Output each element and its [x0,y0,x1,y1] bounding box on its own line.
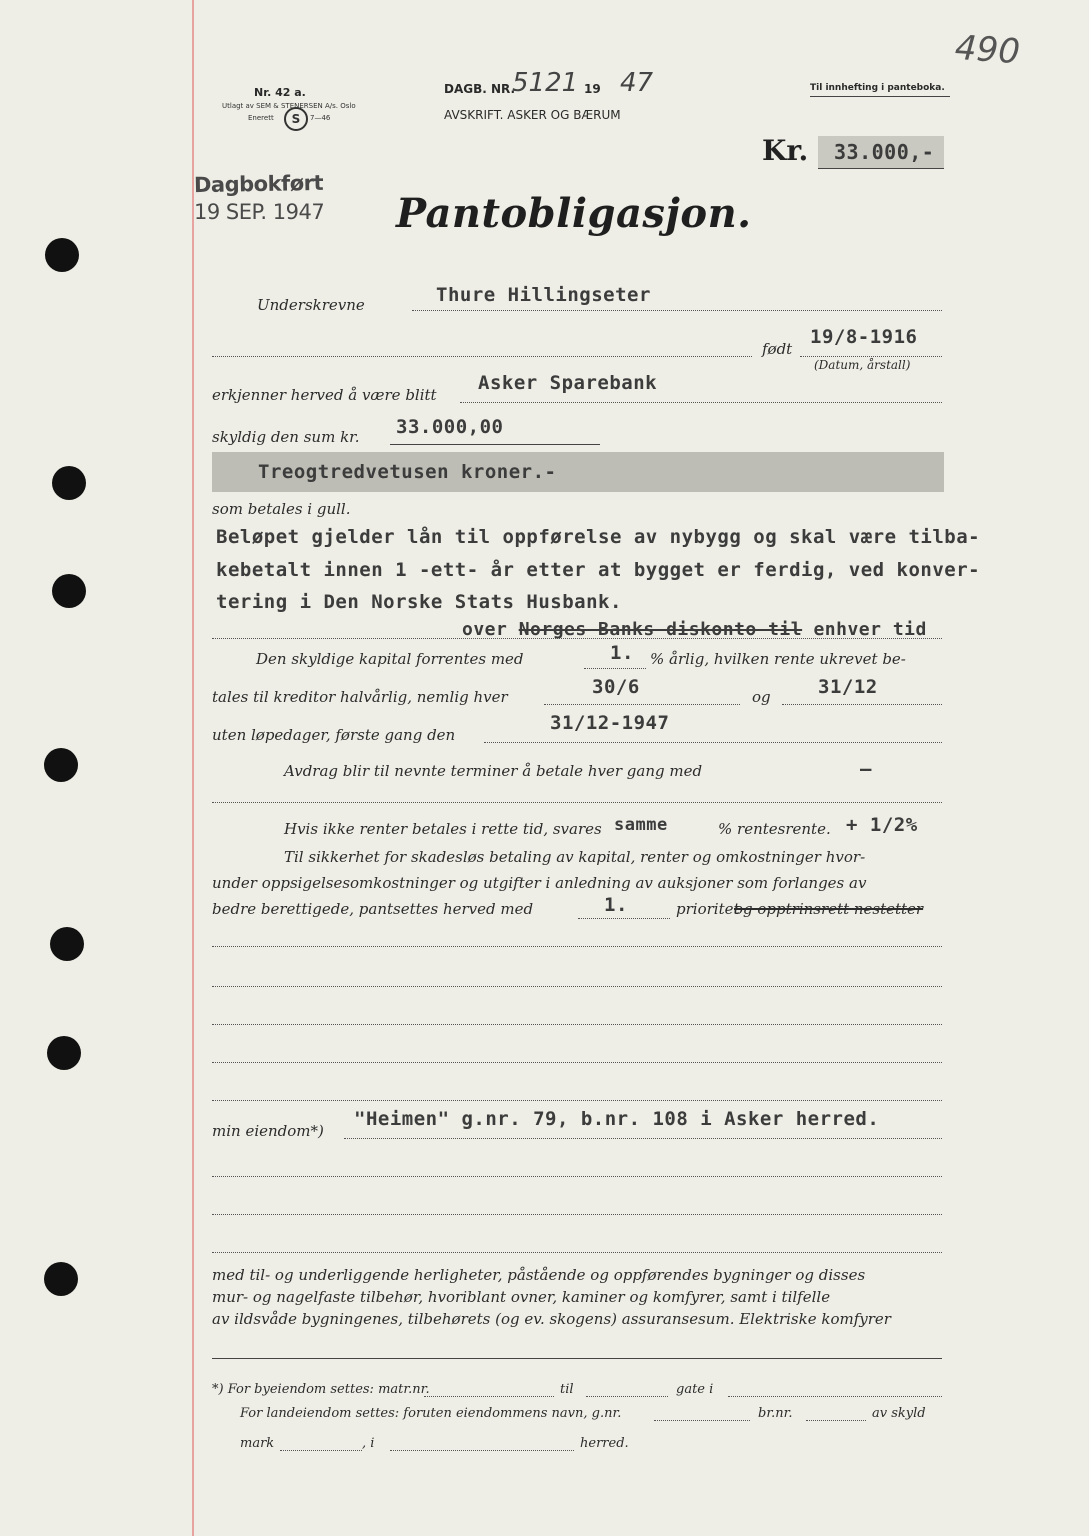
property-value: "Heimen" g.nr. 79, b.nr. 108 i Asker herred. [354,1108,880,1130]
priority-struck-text: og opptrinsrett nestetter [734,900,924,918]
punch-hole [52,466,86,500]
interest-label-b: % årlig, hvilken rente ukrevet be- [650,650,906,668]
default-extra: + 1/2% [846,814,918,836]
payment-label: som betales i gull. [212,500,351,518]
dagb-label: DAGB. NR. [444,82,516,96]
sum-value: 33.000,00 [396,416,504,438]
footnote-line1-a: *) For byeiendom settes: matr.nr. [212,1382,430,1397]
punch-hole [52,574,86,608]
document-title: Pantobligasjon. [396,190,752,237]
and-label: og [752,688,771,706]
born-value: 19/8-1916 [810,326,918,348]
purpose-line: Beløpet gjelder lån til oppførelse av nybygg og skal være tilba- [216,526,981,548]
halfyear-label: tales til kreditor halvårlig, nemlig hver [212,688,508,706]
received-stamp-line1: Dagbokført [193,170,324,198]
creditor-label: erkjenner herved å være blitt [212,386,437,404]
footnote-line3-c: herred. [580,1436,629,1451]
born-hint: (Datum, årstall) [814,358,911,372]
footnote-dots [728,1396,942,1397]
halfyear-line-2 [782,704,942,705]
year-prefix: 19 [584,82,601,96]
installment-label: Avdrag blir til nevnte terminer å betale hver gang med [284,762,703,780]
blank-line [212,1062,942,1063]
installment-value: — [860,758,872,780]
footnote-dots [280,1450,362,1451]
born-prefix-line [212,356,752,357]
priority-label: bedre berettigede, pantsettes herved med [212,900,534,918]
red-margin-line [192,0,194,1536]
amount-underline [818,168,944,169]
purpose-line: tering i Den Norske Stats Husbank. [216,591,622,613]
first-payment-date: 31/12-1947 [550,712,670,734]
sum-label: skyldig den sum kr. [212,428,360,446]
binding-note-underline [810,96,950,97]
footnote-dots [586,1396,668,1397]
creditor-value: Asker Sparebank [478,372,658,394]
born-line [800,356,942,357]
halfyear-date-2: 31/12 [818,676,878,698]
dagb-number: 5121 [512,68,579,98]
blank-line [212,1214,942,1215]
first-payment-label: uten løpedager, første gang den [212,726,456,744]
footnote-line3-a: mark [240,1436,275,1451]
punch-hole [50,927,84,961]
interest-note-struck: Norges Banks diskonto til [518,619,803,640]
property-line [344,1138,942,1139]
publisher-logo-icon: S [284,107,308,131]
blank-line [212,986,942,987]
blank-line [212,1252,942,1253]
amount-label: Kr. [762,134,809,167]
footnote-divider [212,1358,942,1359]
footnote-dots [390,1450,574,1451]
page-number: 490 [953,27,1022,73]
property-label: min eiendom*) [212,1122,324,1140]
priority-label-b: prioritet [676,900,740,918]
interest-label: Den skyldige kapital forrentes med [256,650,524,668]
installment-line [212,802,942,803]
blank-line [212,946,942,947]
closing-line: mur- og nagelfaste tilbehør, hvoriblant ovner, kaminer og komfyrer, samt i tilfelle [212,1288,831,1306]
year-value: 47 [620,68,654,98]
security-line: under oppsigelsesomkostninger og utgifter i anledning av auksjoner som forlanges av [212,874,867,892]
punch-hole [44,1262,78,1296]
signed-label: Underskrevne [257,296,365,314]
interest-note: over Norges Banks diskonto til enhver tid [462,619,927,640]
first-payment-line [484,742,942,743]
footnote-line1-b: til [560,1382,574,1397]
sum-line [390,444,600,445]
purpose-line: kebetalt innen 1 -ett- år etter at bygget er ferdig, ved konver- [216,559,981,581]
footnote-line3-b: , i [362,1436,375,1451]
footnote-dots [806,1420,866,1421]
office-name: AVSKRIFT. ASKER OG BÆRUM [444,108,621,122]
halfyear-line-1 [544,704,740,705]
received-stamp-date: 19 SEP. 1947 [194,200,325,224]
interest-value-line [584,668,646,669]
footnote-line2-c: av skyld [872,1406,926,1421]
priority-value-line [578,918,670,919]
priority-value: 1. [604,894,628,916]
born-label: født [762,340,793,358]
punch-hole [44,748,78,782]
closing-line: av ildsvåde bygningenes, tilbehørets (og ev. skogens) assuransesum. Elektriske komfyrer [212,1310,891,1328]
security-line: Til sikkerhet for skadesløs betaling av kapital, renter og omkostninger hvor- [284,848,866,866]
default-label-b: % rentesrente. [718,820,831,838]
closing-line: med til- og underliggende herligheter, påstående og oppførendes bygninger og disses [212,1266,866,1284]
interest-value: 1. [610,642,634,664]
blank-line [212,1024,942,1025]
signed-line [412,310,942,311]
binding-note: Til innhefting i panteboka. [810,83,945,93]
footnote-line2-a: For landeiendom settes: foruten eiendommens navn, g.nr. [240,1406,622,1421]
sum-words: Treogtredvetusen kroner.- [258,461,557,483]
default-label: Hvis ikke renter betales i rette tid, svares [284,820,602,838]
blank-line [212,1100,942,1101]
publisher-enerett: Enerett [248,114,274,122]
footnote-dots [424,1396,554,1397]
punch-hole [47,1036,81,1070]
creditor-line [460,402,942,403]
halfyear-date-1: 30/6 [592,676,640,698]
default-value: samme [614,815,668,835]
publisher-line: Utlagt av SEM & STENERSEN A/s. Oslo [222,102,356,110]
footnote-line2-b: br.nr. [758,1406,793,1421]
blank-line [212,1176,942,1177]
punch-hole [45,238,79,272]
signed-value: Thure Hillingseter [436,284,651,306]
footnote-line1-c: gate i [676,1382,714,1397]
footnote-dots [654,1420,750,1421]
form-number: Nr. 42 a. [254,86,306,99]
amount-value: 33.000,- [834,140,935,164]
publisher-code: 7—46 [310,114,331,122]
